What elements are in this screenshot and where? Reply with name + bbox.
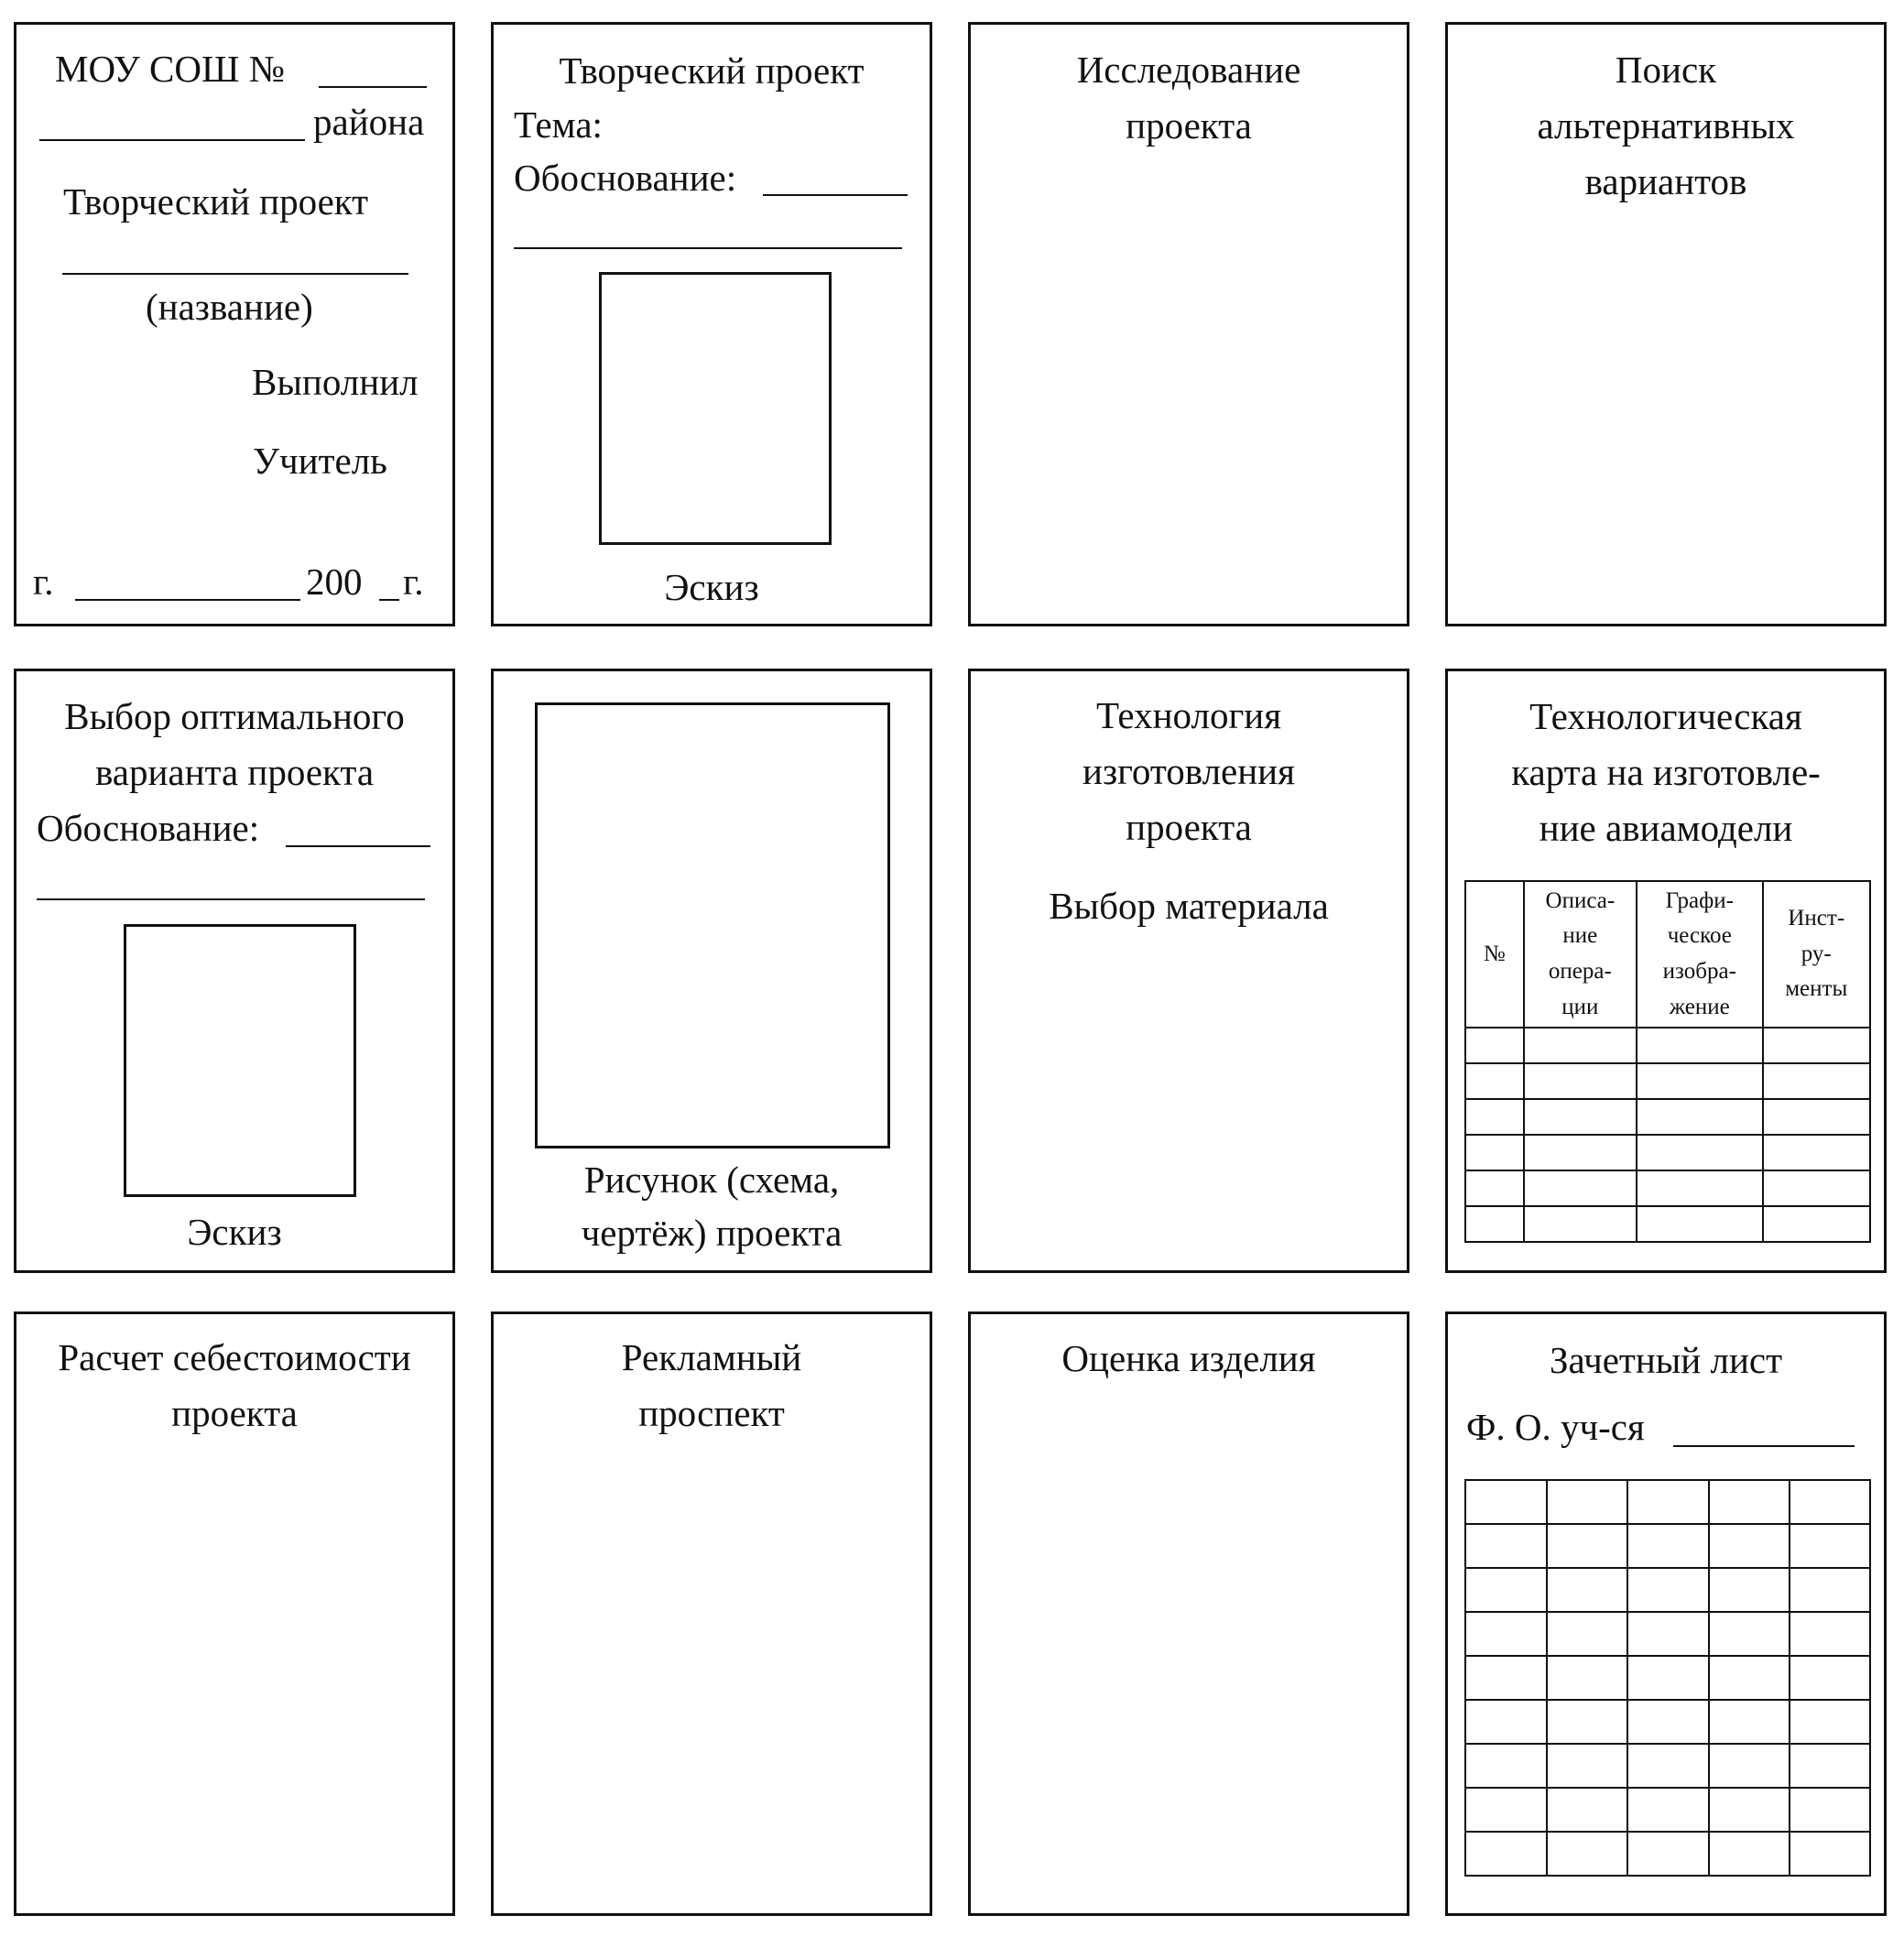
grid-cell [1790,1612,1870,1656]
grid-cell [1465,1656,1547,1700]
table-cell [1637,1170,1762,1206]
col-tools-text-3: менты [1785,976,1848,1002]
cost-line-1: Расчет себестоимости [58,1336,411,1378]
col-graphic-text-2: ческое [1667,923,1732,949]
table-cell [1465,1135,1524,1170]
table-row [1465,1028,1870,1063]
grid-cell [1709,1480,1790,1524]
table-cell [1637,1135,1762,1170]
cost-line-2: проекта [171,1392,298,1434]
grid-cell [1790,1568,1870,1612]
grid-cell [1709,1612,1790,1656]
grid-cell [1627,1656,1709,1700]
credit-title: Зачетный лист [1549,1339,1783,1381]
tech-map-table [1464,880,1871,1243]
grid-cell [1547,1832,1628,1876]
table-cell [1763,1135,1871,1170]
drawing-frame [535,702,890,1148]
grid-row [1465,1788,1870,1832]
creative-title: Творческий проект [559,49,865,92]
card-advert [491,1311,932,1916]
grid-cell [1709,1700,1790,1744]
grid-cell [1627,1744,1709,1788]
grid-row [1465,1524,1870,1568]
card-evaluation [968,1311,1409,1916]
table-cell [1763,1063,1871,1099]
sketch-caption: Эскиз [664,566,759,608]
city-blank [75,599,300,601]
alternatives-line-2: альтернативных [1537,104,1795,147]
grid-cell [1627,1568,1709,1612]
grid-cell [1709,1788,1790,1832]
grid-cell [1709,1744,1790,1788]
col-graphic-header [1637,881,1762,1028]
school-label: МОУ СОШ № [55,48,285,90]
grid-cell [1790,1744,1870,1788]
grid-cell [1790,1700,1870,1744]
performer-label: Выполнил [252,361,419,403]
table-row [1465,1135,1870,1170]
grid-cell [1465,1524,1547,1568]
year-label: 200 [306,560,363,603]
grid-row [1465,1700,1870,1744]
optimal-justification-blank-2 [37,898,425,900]
table-cell [1465,1099,1524,1135]
grid-cell [1627,1480,1709,1524]
teacher-label: Учитель [253,440,387,482]
card-creative-project [491,22,932,626]
name-caption: (название) [146,286,313,328]
grid-cell [1465,1744,1547,1788]
justification-label: Обоснование: [514,157,737,199]
grid-cell [1547,1656,1628,1700]
tech-map-line-2: карта на изготовле- [1511,751,1821,793]
sketch-frame [599,272,832,545]
grid-cell [1547,1480,1628,1524]
optimal-line-1: Выбор оптимального [64,695,405,737]
table-cell [1524,1028,1637,1063]
card-optimal-variant [14,669,455,1273]
table-row [1465,1170,1870,1206]
grid-cell [1547,1612,1628,1656]
school-number-blank [319,86,427,88]
table-row [1465,1099,1870,1135]
optimal-sketch-caption: Эскиз [187,1211,282,1253]
table-cell [1465,1170,1524,1206]
grid-cell [1709,1656,1790,1700]
grid-cell [1709,1524,1790,1568]
grid-cell [1465,1788,1547,1832]
student-name-blank [1673,1445,1855,1447]
grid-cell [1709,1568,1790,1612]
grid-cell [1627,1700,1709,1744]
table-row [1465,1063,1870,1099]
optimal-justification-blank-1 [286,845,430,847]
col-graphic-text-4: жение [1669,994,1730,1019]
table-cell [1524,1206,1637,1242]
justification-blank-1 [763,194,908,196]
advert-line-1: Рекламный [621,1336,802,1378]
col-description-text-1: Описа- [1545,887,1616,913]
evaluation-line-1: Оценка изделия [1061,1337,1316,1379]
col-graphic-text-1: Графи- [1665,887,1734,913]
card-credit-sheet [1445,1311,1887,1916]
grid-cell [1547,1744,1628,1788]
district-blank [39,139,305,141]
topic-label: Тема: [514,103,603,146]
table-cell [1465,1028,1524,1063]
col-tools-header [1763,881,1871,1028]
grid-cell [1709,1832,1790,1876]
optimal-sketch-frame [124,924,356,1197]
grid-cell [1790,1524,1870,1568]
technology-line-3: проекта [1126,806,1252,848]
col-description-text-3: опера- [1548,959,1612,984]
grid-cell [1547,1568,1628,1612]
credit-grid [1464,1479,1871,1877]
student-label: Ф. О. уч-ся [1466,1406,1645,1448]
grid-row [1465,1612,1870,1656]
optimal-line-2: варианта проекта [94,751,375,793]
table-cell [1465,1063,1524,1099]
year-suffix: г. [403,560,424,603]
card-technology [968,669,1409,1273]
grid-cell [1547,1524,1628,1568]
card-tech-map [1445,669,1887,1273]
card-alternatives [1445,22,1887,626]
col-description-text-4: ции [1561,994,1599,1019]
table-cell [1763,1170,1871,1206]
year-digit-blank [379,599,399,601]
col-number-text: № [1483,941,1506,966]
table-cell [1524,1170,1637,1206]
card-research [968,22,1409,626]
grid-cell [1547,1700,1628,1744]
grid-row [1465,1744,1870,1788]
table-cell [1637,1099,1762,1135]
district-label: района [313,101,425,143]
grid-cell [1790,1480,1870,1524]
table-cell [1763,1099,1871,1135]
table-cell [1524,1135,1637,1170]
project-label: Творческий проект [63,180,369,223]
grid-cell [1790,1832,1870,1876]
table-cell [1637,1063,1762,1099]
table-cell [1465,1206,1524,1242]
alternatives-line-3: вариантов [1584,160,1747,202]
tech-map-header-row [1465,881,1870,1028]
col-description-text-2: ние [1562,923,1598,949]
city-prefix: г. [33,560,54,603]
table-cell [1524,1063,1637,1099]
tech-map-line-1: Технологическая [1529,695,1802,737]
grid-cell [1627,1788,1709,1832]
table-cell [1637,1028,1762,1063]
card-title-page [14,22,455,626]
grid-row [1465,1832,1870,1876]
col-description-header [1524,881,1637,1028]
grid-row [1465,1656,1870,1700]
table-cell [1637,1206,1762,1242]
project-name-blank [62,273,408,275]
grid-row [1465,1568,1870,1612]
grid-cell [1465,1700,1547,1744]
grid-cell [1465,1480,1547,1524]
col-tools-text-2: ру- [1801,941,1832,966]
grid-row [1465,1480,1870,1524]
card-cost [14,1311,455,1916]
grid-cell [1465,1612,1547,1656]
technology-line-2: изготовления [1083,750,1295,792]
grid-cell [1627,1612,1709,1656]
technology-line-1: Технология [1095,694,1282,736]
alternatives-line-1: Поиск [1615,49,1717,91]
advert-line-2: проспект [638,1392,785,1434]
material-label: Выбор материала [1049,885,1329,927]
optimal-justification-label: Обоснование: [37,807,260,849]
col-tools-text-1: Инст- [1788,905,1845,930]
col-number-header [1465,881,1524,1028]
table-cell [1524,1099,1637,1135]
tech-map-line-3: ние авиамодели [1539,807,1793,849]
table-row [1465,1206,1870,1242]
research-line-2: проекта [1126,104,1252,147]
grid-cell [1790,1788,1870,1832]
grid-cell [1627,1524,1709,1568]
drawing-caption-2: чертёж) проекта [581,1212,843,1254]
col-graphic-text-3: изобра- [1662,959,1736,984]
grid-cell [1465,1568,1547,1612]
justification-blank-2 [514,247,902,249]
research-line-1: Исследование [1076,49,1301,91]
drawing-caption-1: Рисунок (схема, [583,1159,840,1201]
grid-cell [1790,1656,1870,1700]
grid-cell [1465,1832,1547,1876]
table-cell [1763,1028,1871,1063]
card-drawing [491,669,932,1273]
grid-cell [1547,1788,1628,1832]
table-cell [1763,1206,1871,1242]
grid-cell [1627,1832,1709,1876]
